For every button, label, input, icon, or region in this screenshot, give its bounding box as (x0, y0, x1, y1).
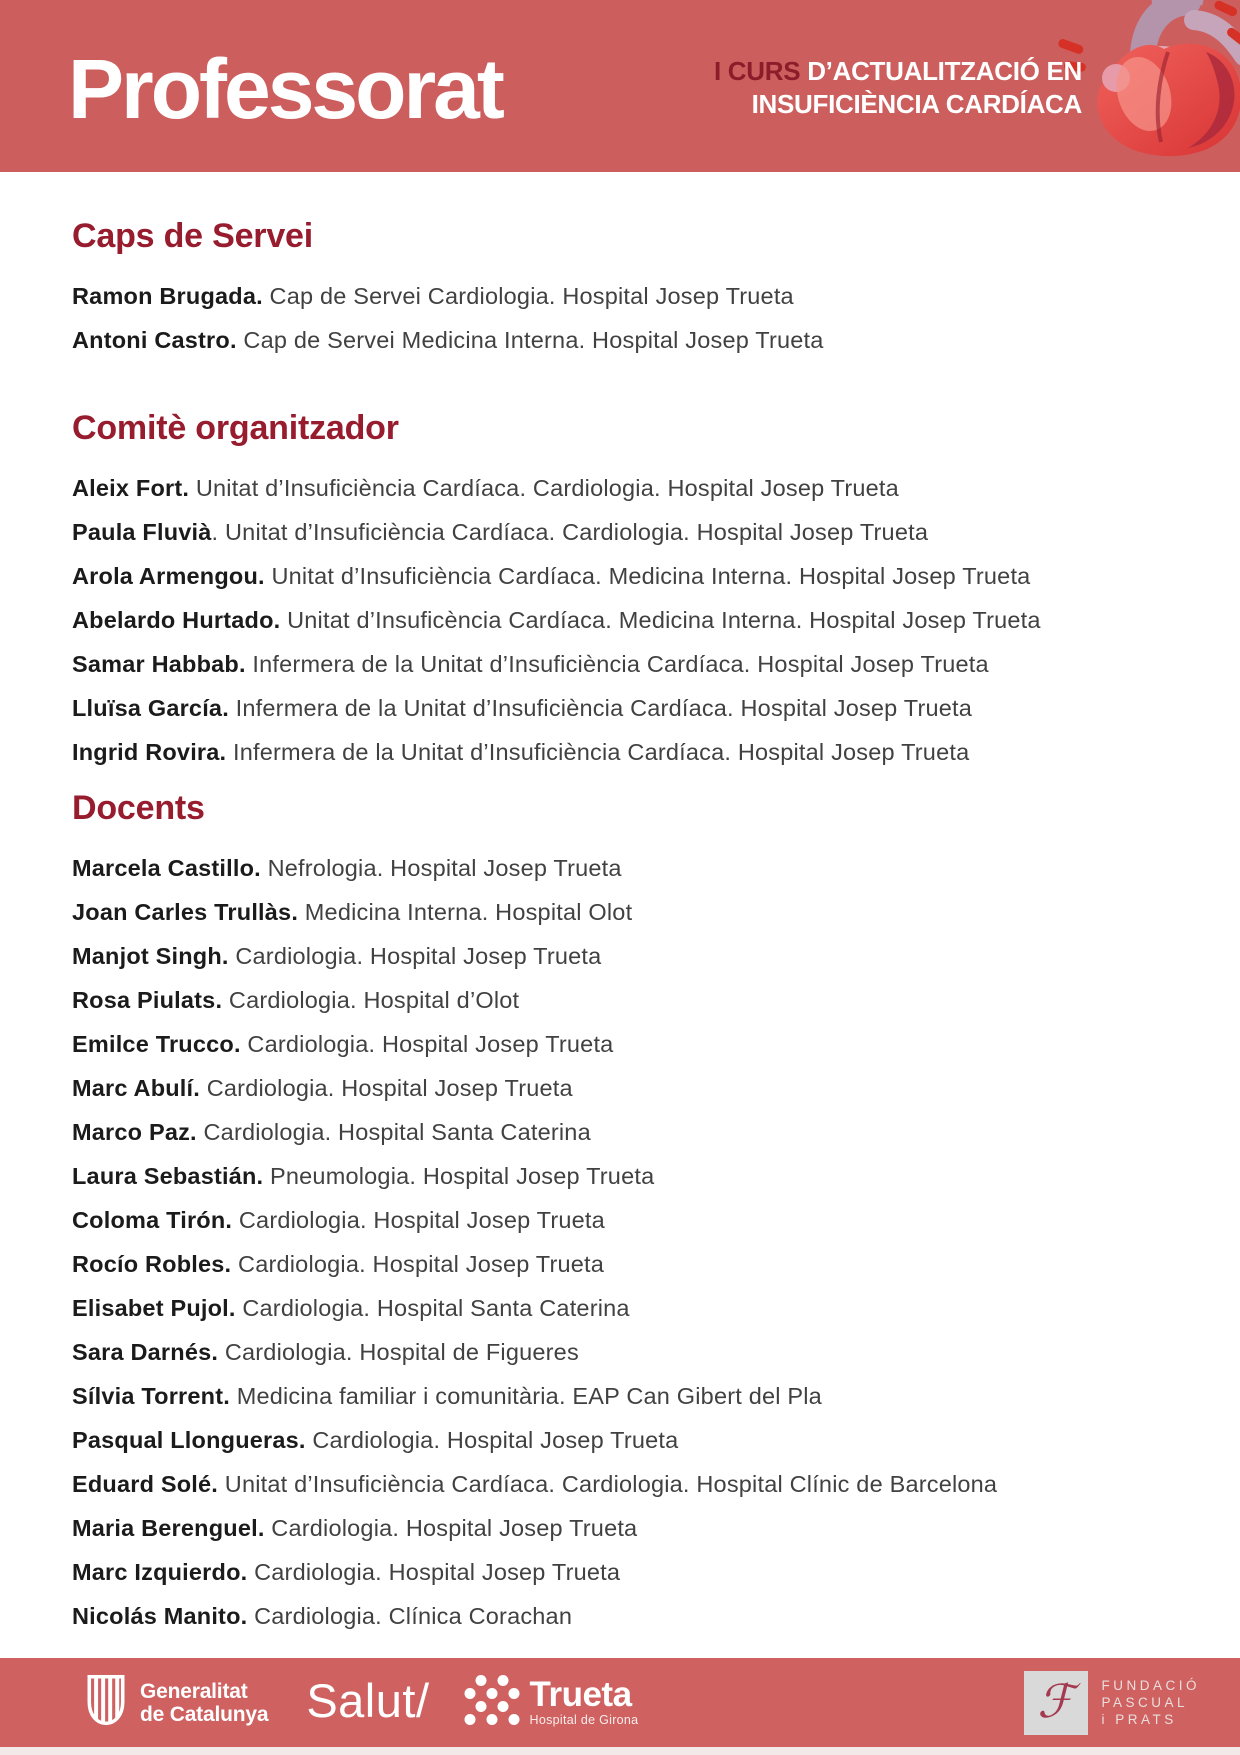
person-desc: Cardiologia. Hospital Josep Trueta (247, 1559, 621, 1585)
person-desc: Cardiologia. Hospital Josep Trueta (232, 1207, 605, 1233)
person-name: Rosa Piulats. (72, 987, 223, 1013)
person-desc: Cap de Servei Cardiologia. Hospital Josep Trueta (262, 283, 794, 309)
person-entry (72, 598, 1180, 642)
person-list (72, 846, 1180, 1638)
fundacio-f-monogram (1024, 1671, 1088, 1735)
person-desc: Nefrologia. Hospital Josep Trueta (260, 855, 622, 881)
person-entry (72, 510, 1180, 554)
person-entry (72, 642, 1180, 686)
person-desc: Pneumologia. Hospital Josep Trueta (263, 1163, 655, 1189)
person-name: Manjot Singh. (72, 943, 229, 969)
person-entry (72, 978, 1180, 1022)
person-name: Maria Berenguel. (72, 1515, 265, 1541)
generalitat-wordmark (140, 1680, 268, 1726)
person-name: Elisabet Pujol. (72, 1295, 236, 1321)
person-entry (72, 1066, 1180, 1110)
generalitat-logo (84, 1674, 268, 1732)
person-entry (72, 1110, 1180, 1154)
course-number: I CURS (713, 56, 801, 86)
footer-band (0, 1658, 1240, 1747)
person-desc: Cardiologia. Hospital Josep Trueta (264, 1515, 638, 1541)
fundacio-logo (1024, 1671, 1201, 1735)
person-desc: Medicina Interna. Hospital Olot (298, 899, 633, 925)
person-name: Marc Abulí. (72, 1075, 200, 1101)
section-heading: Docents (72, 789, 205, 827)
person-name: Sara Darnés. (72, 1339, 219, 1365)
person-name: Laura Sebastián. (72, 1163, 264, 1189)
person-desc: . Unitat d’Insuficiència Cardíaca. Cardiologia. Hospital Josep Trueta (211, 519, 929, 545)
section-heading: Comitè organitzador (72, 409, 399, 447)
person-desc: Cardiologia. Hospital Josep Trueta (305, 1427, 679, 1453)
fundacio-line1: FUNDACIÓ (1101, 1678, 1200, 1693)
person-entry (72, 934, 1180, 978)
person-name: Aleix Fort. (72, 475, 190, 501)
page-title: Professorat (68, 42, 502, 136)
trueta-dots-icon (464, 1674, 520, 1731)
person-entry (72, 1198, 1180, 1242)
gencat-shield-icon (84, 1674, 128, 1732)
person-entry (72, 1594, 1180, 1638)
person-desc: Infermera de la Unitat d’Insuficiència Cardíaca. Hospital Josep Trueta (245, 651, 989, 677)
person-name: Samar Habbab. (72, 651, 246, 677)
heart-icon (1056, 0, 1240, 160)
person-name: Ramon Brugada. (72, 283, 263, 309)
person-name: Emilce Trucco. (72, 1031, 241, 1057)
person-entry (72, 1418, 1180, 1462)
person-desc: Unitat d’Insuficiència Cardíaca. Cardiologia. Hospital Clínic de Barcelona (218, 1471, 998, 1497)
person-name: Paula Fluvià (72, 519, 212, 545)
bottom-strip (0, 1747, 1240, 1755)
person-name: Coloma Tirón. (72, 1207, 233, 1233)
person-desc: Infermera de la Unitat d’Insuficiència Cardíaca. Hospital Josep Trueta (226, 739, 970, 765)
person-entry (72, 1154, 1180, 1198)
section-heading: Caps de Servei (72, 217, 313, 255)
faculty-section (72, 788, 1180, 1638)
generalitat-line2: de Catalunya (140, 1702, 269, 1726)
person-name: Joan Carles Trullàs. (72, 899, 299, 925)
header-banner (0, 0, 1240, 172)
person-name: Lluïsa García. (72, 695, 229, 721)
person-entry (72, 1374, 1180, 1418)
person-entry (72, 554, 1180, 598)
person-name: Eduard Solé. (72, 1471, 219, 1497)
person-entry (72, 846, 1180, 890)
fundacio-wordmark (1102, 1677, 1201, 1728)
person-desc: Unitat d’Insuficiència Cardíaca. Medicina Interna. Hospital Josep Trueta (264, 563, 1031, 589)
fundacio-line3: i PRATS (1101, 1712, 1177, 1727)
person-entry (72, 890, 1180, 934)
person-desc: Infermera de la Unitat d’Insuficiència Cardíaca. Hospital Josep Trueta (228, 695, 973, 721)
faculty-section (72, 216, 1180, 362)
person-entry (72, 1286, 1180, 1330)
course-title (714, 51, 1082, 121)
person-entry (72, 274, 1180, 318)
person-desc: Cardiologia. Hospital Santa Caterina (235, 1295, 630, 1321)
person-name: Pasqual Llongueras. (72, 1427, 306, 1453)
person-entry (72, 1550, 1180, 1594)
person-entry (72, 1462, 1180, 1506)
trueta-logo (464, 1674, 639, 1731)
fundacio-f-glyph: ℱ (1037, 1673, 1074, 1728)
person-desc: Cardiologia. Hospital Josep Trueta (231, 1251, 605, 1277)
person-entry (72, 1022, 1180, 1066)
course-line1-rest: D’ACTUALITZACIÓ EN (800, 56, 1082, 86)
person-name: Marc Izquierdo. (72, 1559, 248, 1585)
fundacio-line2: PASCUAL (1101, 1695, 1189, 1710)
salut-logo: Salut/ (306, 1674, 430, 1727)
trueta-subtitle: Hospital de Girona (529, 1713, 639, 1727)
person-desc: Cardiologia. Hospital Santa Caterina (196, 1119, 591, 1145)
person-desc: Cardiologia. Hospital de Figueres (218, 1339, 579, 1365)
person-name: Marcela Castillo. (72, 855, 261, 881)
person-desc: Cardiologia. Hospital d’Olot (222, 987, 520, 1013)
person-name: Arola Armengou. (72, 563, 265, 589)
person-entry (72, 466, 1180, 510)
person-entry (72, 730, 1180, 774)
person-desc: Cardiologia. Clínica Corachan (247, 1603, 573, 1629)
person-desc: Unitat d’Insuficència Cardíaca. Medicina Interna. Hospital Josep Trueta (280, 607, 1041, 633)
person-name: Ingrid Rovira. (72, 739, 227, 765)
person-desc: Cardiologia. Hospital Josep Trueta (240, 1031, 614, 1057)
person-entry (72, 1242, 1180, 1286)
faculty-section (72, 408, 1180, 774)
person-desc: Unitat d’Insuficiència Cardíaca. Cardiologia. Hospital Josep Trueta (189, 475, 899, 501)
trueta-name: Trueta (529, 1675, 632, 1714)
person-desc: Cap de Servei Medicina Interna. Hospital Josep Trueta (236, 327, 824, 353)
course-line2: INSUFICIÈNCIA CARDÍACA (751, 89, 1082, 119)
person-list (72, 466, 1180, 774)
person-entry (72, 686, 1180, 730)
person-desc: Medicina familiar i comunitària. EAP Can Gibert del Pla (229, 1383, 822, 1409)
person-name: Nicolás Manito. (72, 1603, 248, 1629)
person-name: Antoni Castro. (72, 327, 237, 353)
person-name: Abelardo Hurtado. (72, 607, 281, 633)
person-entry (72, 318, 1180, 362)
person-list (72, 274, 1180, 362)
person-entry (72, 1506, 1180, 1550)
person-entry (72, 1330, 1180, 1374)
trueta-wordmark (529, 1675, 639, 1727)
person-desc: Cardiologia. Hospital Josep Trueta (200, 1075, 573, 1101)
person-name: Marco Paz. (72, 1119, 197, 1145)
course-line1 (714, 55, 1082, 88)
person-name: Rocío Robles. (72, 1251, 232, 1277)
person-desc: Cardiologia. Hospital Josep Trueta (228, 943, 602, 969)
person-name: Sílvia Torrent. (72, 1383, 230, 1409)
content (0, 172, 1240, 1638)
generalitat-line1: Generalitat (140, 1679, 248, 1703)
